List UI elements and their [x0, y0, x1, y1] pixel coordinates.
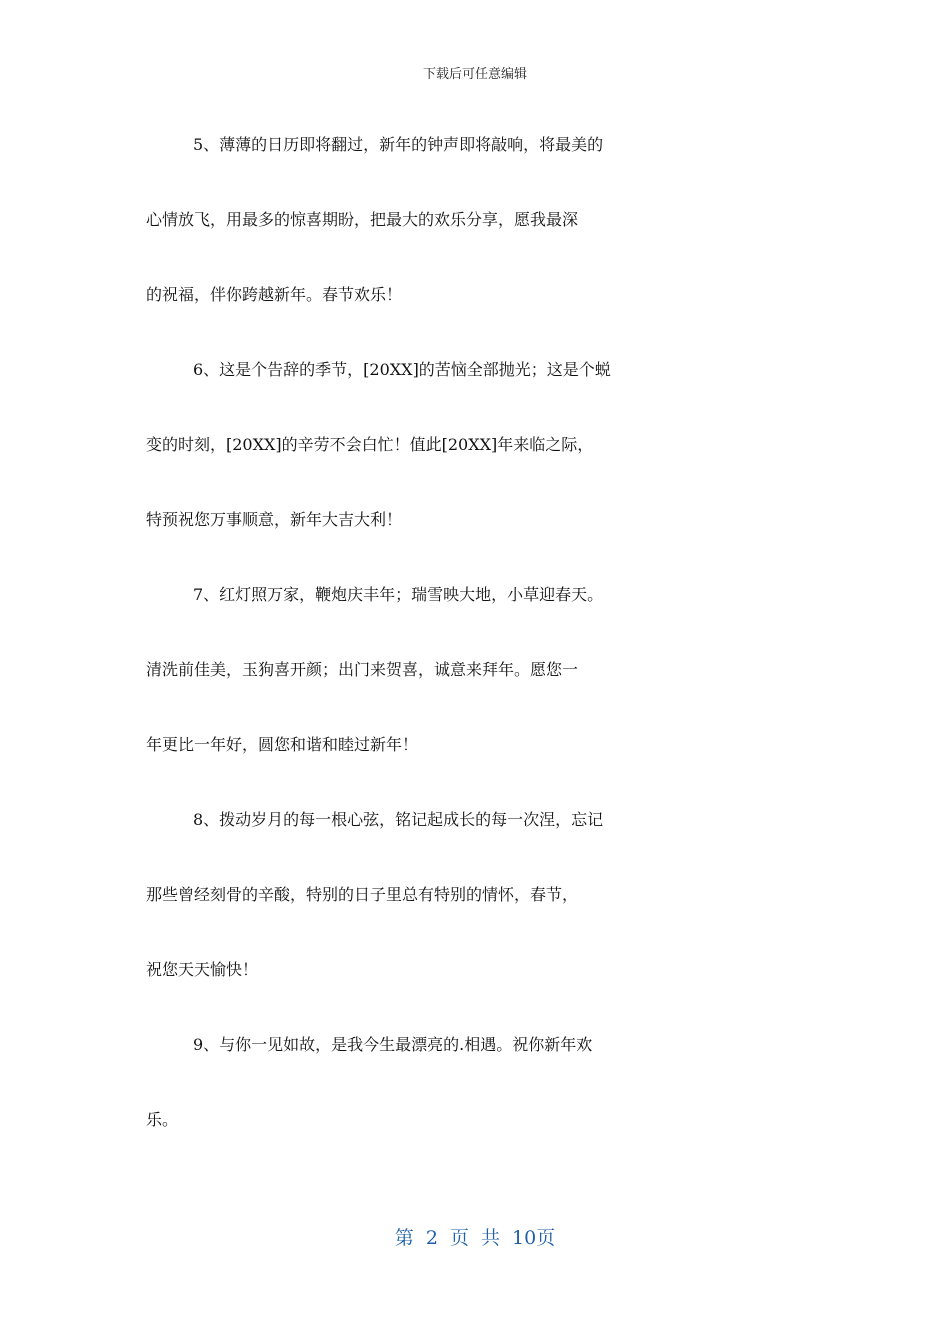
paragraph-line: 乐。	[146, 1110, 179, 1129]
paragraph-line: 心情放飞，用最多的惊喜期盼，把最大的欢乐分享，愿我最深	[146, 210, 579, 229]
paragraph-line: 9、与你一见如故，是我今生最漂亮的.相遇。祝你新年欢	[193, 1035, 593, 1054]
paragraph-5	[146, 126, 806, 351]
paragraph-7	[146, 576, 806, 801]
page-header-note: 下载后可任意编辑	[422, 67, 527, 82]
paragraph-line: 祝您天天愉快！	[146, 960, 259, 979]
paragraph-line: 5、薄薄的日历即将翻过，新年的钟声即将敲响，将最美的	[193, 135, 604, 154]
paragraph-line: 变的时刻，[20XX]的辛劳不会白忙！值此[20XX]年来临之际，	[146, 435, 594, 454]
paragraph-9	[146, 1026, 806, 1176]
paragraph-6	[146, 351, 806, 576]
page-number-footer: 第 2 页 共 10页	[394, 1227, 556, 1249]
paragraph-line: 6、这是个告辞的季节，[20XX]的苦恼全部抛光；这是个蜕	[193, 360, 611, 379]
paragraph-line: 7、红灯照万家，鞭炮庆丰年；瑞雪映大地，小草迎春天。	[193, 585, 604, 604]
paragraph-line: 那些曾经刻骨的辛酸，特别的日子里总有特别的情怀，春节，	[146, 885, 579, 904]
paragraph-line: 的祝福，伴你跨越新年。春节欢乐！	[146, 285, 403, 304]
paragraph-line: 特预祝您万事顺意，新年大吉大利！	[146, 510, 403, 529]
paragraph-line: 清洗前佳美，玉狗喜开颜；出门来贺喜，诚意来拜年。愿您一	[146, 660, 579, 679]
document-body	[146, 126, 806, 1176]
paragraph-8	[146, 801, 806, 1026]
paragraph-line: 8、拨动岁月的每一根心弦，铭记起成长的每一次涅，忘记	[193, 810, 604, 829]
paragraph-line: 年更比一年好，圆您和谐和睦过新年！	[146, 735, 419, 754]
